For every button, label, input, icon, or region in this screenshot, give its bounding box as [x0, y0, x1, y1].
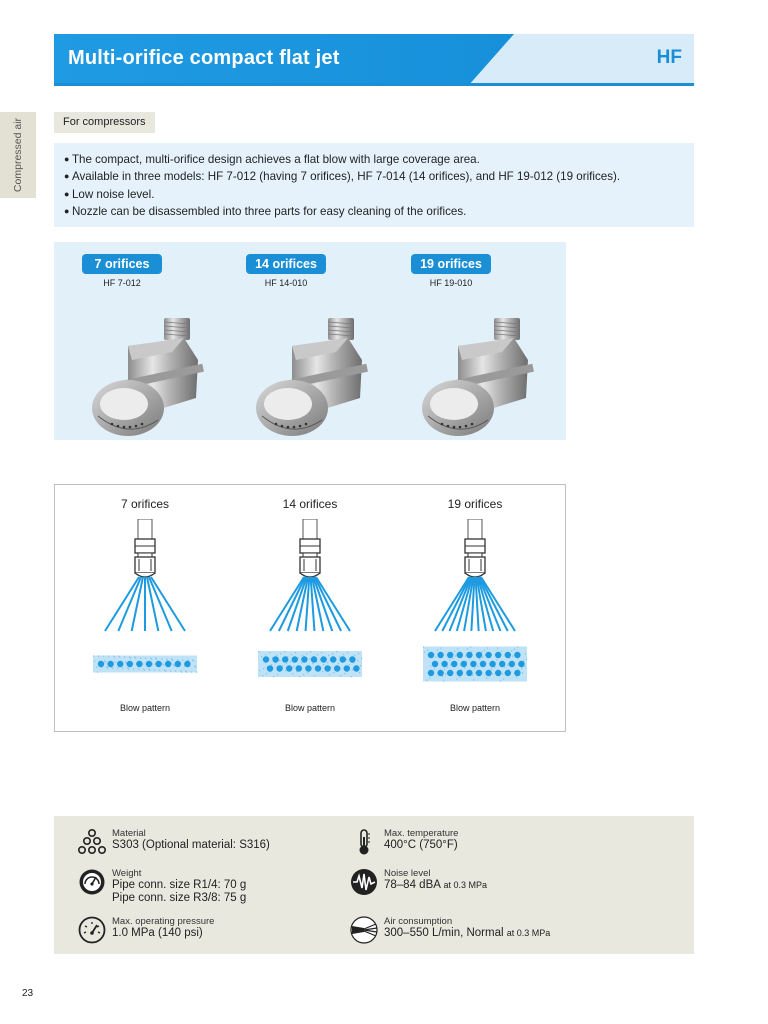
spray-speckle — [484, 650, 485, 651]
weight-gauge-icon — [78, 868, 106, 896]
product-code: HF — [656, 47, 682, 68]
spray-speckle — [426, 680, 427, 681]
nozzle-tip — [135, 573, 155, 577]
impact-dot — [489, 661, 495, 667]
spray-speckle — [292, 673, 293, 674]
spray-speckle — [354, 655, 355, 656]
feature-item: ● Available in three models: HF 7-012 (having 7 orifices), HF 7-014 (14 orifices), and HF 19-012 (19 orifices). — [64, 168, 684, 185]
spray-speckle — [351, 676, 352, 677]
badge-7-orifices: 7 orifices — [82, 254, 162, 274]
product-photo-panel — [54, 242, 566, 440]
impact-dot — [324, 665, 330, 671]
spray-speckle — [261, 656, 262, 657]
impact-dot — [286, 665, 292, 671]
spray-speckle — [445, 674, 446, 675]
spray-speckle — [504, 667, 505, 668]
diagram-title: 7 orifices — [120, 497, 170, 511]
impact-dot — [272, 656, 278, 662]
impact-dot — [485, 670, 491, 676]
page-title: Multi-orifice compact flat jet — [68, 47, 340, 69]
spray-speckle — [258, 651, 259, 652]
spray-speckle — [291, 654, 292, 655]
nozzle-body — [135, 557, 155, 573]
spray-speckle — [491, 669, 492, 670]
impact-dot — [296, 665, 302, 671]
spray-speckle — [487, 648, 488, 649]
spray-speckle — [303, 674, 304, 675]
nozzle-photo-hf7 — [88, 316, 208, 440]
spray-speckle — [443, 681, 444, 682]
spray-speckle — [347, 652, 348, 653]
spray-speckle — [161, 659, 162, 660]
spray-speckle — [125, 662, 126, 663]
spray-speckle — [361, 658, 362, 659]
spray-speckle — [159, 670, 160, 671]
spray-speckle — [507, 665, 508, 666]
spray-speckle — [106, 667, 107, 668]
spray-speckle — [175, 671, 176, 672]
spray-speckle — [427, 650, 428, 651]
spray-speckle — [358, 653, 359, 654]
feature-item: ● Low noise level. — [64, 186, 684, 203]
pipe-body — [468, 519, 482, 539]
impact-dot — [509, 661, 515, 667]
impact-dot — [330, 656, 336, 662]
impact-dot — [495, 670, 501, 676]
spray-speckle — [306, 653, 307, 654]
spray-speckle — [180, 671, 181, 672]
spray-speckle — [526, 659, 527, 660]
spray-speckle — [310, 651, 311, 652]
spray-speckle — [440, 648, 441, 649]
impact-dot — [451, 661, 457, 667]
impact-dot — [466, 670, 472, 676]
spray-speckle — [117, 668, 118, 669]
spec-label: Noise level — [384, 868, 431, 879]
spray-speckle — [525, 654, 526, 655]
spray-speckle — [140, 658, 141, 659]
spray-speckle — [343, 654, 344, 655]
spray-speckle — [424, 652, 425, 653]
impact-dot — [292, 656, 298, 662]
spray-speckle — [96, 667, 97, 668]
spray-speckle — [196, 672, 197, 673]
impact-dot — [267, 665, 273, 671]
spray-speckle — [276, 655, 277, 656]
spray-speckle — [307, 672, 308, 673]
spray-speckle — [477, 666, 478, 667]
spray-speckle — [474, 668, 475, 669]
spec-value — [384, 879, 487, 892]
impact-dot — [428, 652, 434, 658]
spray-speckle — [155, 658, 156, 659]
spray-speckle — [455, 656, 456, 657]
diagram-title: 19 orifices — [447, 497, 503, 511]
impact-dot — [499, 661, 505, 667]
spec-label: Material — [112, 828, 146, 839]
impact-dot — [432, 661, 438, 667]
spray-speckle — [522, 673, 523, 674]
spray-speckle — [162, 664, 163, 665]
spray-speckle — [279, 660, 280, 661]
blow-pattern-caption: Blow pattern — [119, 703, 171, 713]
spray-speckle — [191, 672, 192, 673]
spray-speckle — [357, 660, 358, 661]
spray-speckle — [170, 671, 171, 672]
impact-dot — [340, 656, 346, 662]
spray-speckle — [98, 656, 99, 657]
spray-speckle — [450, 665, 451, 666]
application-tag: For compressors — [54, 112, 155, 133]
spray-speckle — [187, 660, 188, 661]
impact-dot — [505, 670, 511, 676]
spray-speckle — [271, 664, 272, 665]
spray-speckle — [145, 658, 146, 659]
spray-speckle — [321, 652, 322, 653]
spray-speckle — [346, 659, 347, 660]
spray-speckle — [429, 678, 430, 679]
spray-speckle — [166, 659, 167, 660]
spray-speckle — [466, 661, 467, 662]
spray-speckle — [273, 676, 274, 677]
spray-speckle — [262, 675, 263, 676]
spray-speckle — [322, 671, 323, 672]
badge-19-orifices: 19 orifices — [411, 254, 491, 274]
spray-speckle — [481, 652, 482, 653]
spray-speckle — [301, 662, 302, 663]
spray-speckle — [280, 653, 281, 654]
impact-dot — [334, 665, 340, 671]
spray-speckle — [309, 658, 310, 659]
impact-dot — [184, 661, 190, 667]
weight-value-r14: Pipe conn. size R1/4: 70 g — [112, 879, 247, 891]
spray-speckle — [492, 674, 493, 675]
spray-speckle — [473, 680, 474, 681]
spray-speckle — [467, 649, 468, 650]
spray-speckle — [150, 658, 151, 659]
impact-dot — [514, 652, 520, 658]
spray-speckle — [452, 658, 453, 659]
impact-dot — [466, 652, 472, 658]
spec-label: Weight — [112, 868, 142, 879]
blow-pattern-caption: Blow pattern — [284, 703, 336, 713]
spray-speckle — [514, 649, 515, 650]
material-icon — [78, 828, 106, 856]
impact-dot — [98, 661, 104, 667]
spray-speckle — [164, 670, 165, 671]
badge-14-orifices: 14 orifices — [246, 254, 326, 274]
impact-dot — [514, 670, 520, 676]
spray-speckle — [299, 676, 300, 677]
spray-speckle — [277, 674, 278, 675]
noise-condition: at 0.3 MPa — [443, 880, 488, 890]
spray-speckle — [133, 669, 134, 670]
spray-speckle — [352, 669, 353, 670]
spray-speckle — [430, 666, 431, 667]
impact-dot — [505, 652, 511, 658]
spray-speckle — [459, 677, 460, 678]
spray-speckle — [192, 660, 193, 661]
spray-speckle — [465, 656, 466, 657]
model-number: HF 19-010 — [429, 278, 473, 288]
spec-label: Max. operating pressure — [112, 916, 215, 927]
impact-dot — [107, 661, 113, 667]
noise-value: 78–84 dBA — [384, 879, 441, 891]
spray-speckle — [338, 663, 339, 664]
spec-value: 1.0 MPa (140 psi) — [112, 927, 203, 939]
spray-speckle — [521, 668, 522, 669]
blow-pattern-caption: Blow pattern — [449, 703, 501, 713]
impact-dot — [447, 652, 453, 658]
impact-dot — [136, 661, 142, 667]
spray-speckle — [182, 660, 183, 661]
spray-speckle — [115, 662, 116, 663]
spray-speckle — [344, 673, 345, 674]
impact-dot — [353, 665, 359, 671]
spray-speckle — [94, 661, 95, 662]
impact-dot — [263, 656, 269, 662]
model-number: HF 14-010 — [264, 278, 308, 288]
impact-dot — [480, 661, 486, 667]
weight-value-r38: Pipe conn. size R3/8: 75 g — [112, 892, 247, 904]
category-side-tab — [0, 112, 36, 198]
air-jet-line — [288, 577, 307, 631]
spray-speckle — [104, 661, 105, 662]
air-jet-line — [313, 577, 332, 631]
spray-speckle — [154, 670, 155, 671]
impact-dot — [457, 652, 463, 658]
spray-speckle — [333, 672, 334, 673]
impact-dot — [437, 670, 443, 676]
spray-speckle — [266, 673, 267, 674]
impact-dot — [315, 665, 321, 671]
spray-speckle — [502, 674, 503, 675]
spray-speckle — [323, 664, 324, 665]
impact-dot — [441, 661, 447, 667]
spray-speckle — [336, 651, 337, 652]
spec-value — [112, 879, 246, 905]
blow-pattern-area — [258, 651, 362, 677]
spray-speckle — [148, 669, 149, 670]
spray-speckle — [314, 675, 315, 676]
spray-speckle — [482, 657, 483, 658]
nozzle-body — [465, 557, 485, 573]
spray-speckle — [124, 657, 125, 658]
impact-dot — [301, 656, 307, 662]
spray-speckle — [293, 666, 294, 667]
impact-dot — [428, 670, 434, 676]
spray-speckle — [302, 655, 303, 656]
impact-dot — [165, 661, 171, 667]
impact-dot — [117, 661, 123, 667]
spray-speckle — [282, 665, 283, 666]
spray-speckle — [332, 653, 333, 654]
nozzle-photo-hf19 — [418, 316, 538, 440]
spray-speckle — [501, 651, 502, 652]
spray-speckle — [349, 664, 350, 665]
pipe-body — [303, 519, 317, 539]
air-jet-icon — [350, 916, 378, 944]
spray-speckle — [457, 649, 458, 650]
spray-speckle — [516, 677, 517, 678]
specifications-panel — [54, 816, 694, 954]
spray-speckle — [173, 665, 174, 666]
impact-dot — [305, 665, 311, 671]
spray-speckle — [437, 650, 438, 651]
spray-speckle — [340, 675, 341, 676]
spec-value — [384, 927, 550, 940]
diagram-title: 14 orifices — [282, 497, 338, 511]
spec-label: Air consumption — [384, 916, 453, 927]
spec-label: Max. temperature — [384, 828, 459, 839]
spray-speckle — [285, 670, 286, 671]
spray-speckle — [317, 654, 318, 655]
spray-speckle — [497, 648, 498, 649]
spray-speckle — [434, 669, 435, 670]
spray-speckle — [328, 655, 329, 656]
spray-speckle — [464, 668, 465, 669]
sound-wave-icon — [350, 868, 378, 896]
spray-speckle — [108, 656, 109, 657]
spray-speckle — [122, 668, 123, 669]
impact-dot — [282, 656, 288, 662]
pressure-gauge-icon — [78, 916, 106, 944]
spray-speckle — [143, 669, 144, 670]
impact-dot — [495, 652, 501, 658]
side-tab-label: Compressed air — [12, 117, 24, 193]
impact-dot — [476, 652, 482, 658]
spec-value: 400°C (750°F) — [384, 839, 458, 851]
feature-list — [54, 143, 694, 227]
spray-speckle — [472, 675, 473, 676]
feature-item: ● Nozzle can be disassembled into three parts for easy cleaning of the orifices. — [64, 203, 684, 220]
impact-dot — [175, 661, 181, 667]
spray-speckle — [194, 666, 195, 667]
spray-speckle — [177, 660, 178, 661]
spray-speckle — [138, 669, 139, 670]
impact-dot — [476, 670, 482, 676]
spray-speckle — [486, 678, 487, 679]
spray-speckle — [312, 663, 313, 664]
impact-dot — [311, 656, 317, 662]
air-value: 300–550 L/min, Normal — [384, 927, 504, 939]
spray-speckle — [185, 671, 186, 672]
spray-speckle — [97, 672, 98, 673]
spray-speckle — [423, 647, 424, 648]
spray-speckle — [456, 679, 457, 680]
spray-speckle — [103, 656, 104, 657]
impact-dot — [461, 661, 467, 667]
impact-dot — [320, 656, 326, 662]
spray-speckle — [329, 674, 330, 675]
impact-dot — [127, 661, 133, 667]
blow-pattern-diagram-panel — [54, 484, 566, 732]
impact-dot — [155, 661, 161, 667]
spray-speckle — [500, 681, 501, 682]
impact-dot — [457, 670, 463, 676]
spray-speckle — [517, 647, 518, 648]
spray-speckle — [449, 660, 450, 661]
impact-dot — [447, 670, 453, 676]
spray-speckle — [127, 668, 128, 669]
spray-speckle — [284, 651, 285, 652]
page-header — [54, 34, 694, 86]
spray-speckle — [171, 659, 172, 660]
spray-speckle — [339, 656, 340, 657]
spray-speckle — [360, 665, 361, 666]
impact-dot — [349, 656, 355, 662]
nozzle-photo-hf14 — [252, 316, 372, 440]
nozzle-tip — [465, 573, 485, 577]
spray-speckle — [286, 663, 287, 664]
impact-dot — [344, 665, 350, 671]
nozzle-tip — [300, 573, 320, 577]
spray-speckle — [512, 656, 513, 657]
spray-speckle — [296, 671, 297, 672]
impact-dot — [518, 661, 524, 667]
spray-speckle — [298, 657, 299, 658]
impact-dot — [485, 652, 491, 658]
spray-speckle — [470, 647, 471, 648]
spray-speckle — [259, 670, 260, 671]
spray-speckle — [503, 679, 504, 680]
spec-value: S303 (Optional material: S316) — [112, 839, 270, 851]
air-condition: at 0.3 MPa — [506, 928, 551, 938]
page-number: 23 — [22, 988, 34, 999]
blow-diagram-14 — [250, 519, 370, 691]
spray-speckle — [290, 661, 291, 662]
spray-speckle — [295, 652, 296, 653]
feature-item: ● The compact, multi-orifice design achieves a flat blow with large coverage area. — [64, 151, 684, 168]
spray-speckle — [511, 651, 512, 652]
spray-speckle — [454, 651, 455, 652]
impact-dot — [437, 652, 443, 658]
blow-diagram-7 — [85, 519, 205, 691]
spray-speckle — [496, 660, 497, 661]
spray-speckle — [263, 668, 264, 669]
nozzle-body — [300, 557, 320, 573]
impact-dot — [146, 661, 152, 667]
spray-speckle — [359, 672, 360, 673]
spray-speckle — [265, 654, 266, 655]
impact-dot — [276, 665, 282, 671]
spray-speckle — [118, 656, 119, 657]
spray-speckle — [444, 669, 445, 670]
blow-diagram-19 — [415, 519, 535, 691]
spray-speckle — [447, 667, 448, 668]
spray-speckle — [479, 659, 480, 660]
pipe-body — [138, 519, 152, 539]
spray-speckle — [269, 652, 270, 653]
spray-speckle — [524, 666, 525, 667]
spray-speckle — [134, 657, 135, 658]
thermometer-icon — [350, 828, 378, 856]
spray-speckle — [435, 657, 436, 658]
impact-dot — [470, 661, 476, 667]
spray-speckle — [327, 662, 328, 663]
model-number: HF 7-012 — [103, 278, 141, 288]
spray-speckle — [93, 656, 94, 657]
spray-speckle — [129, 657, 130, 658]
spray-speckle — [113, 656, 114, 657]
